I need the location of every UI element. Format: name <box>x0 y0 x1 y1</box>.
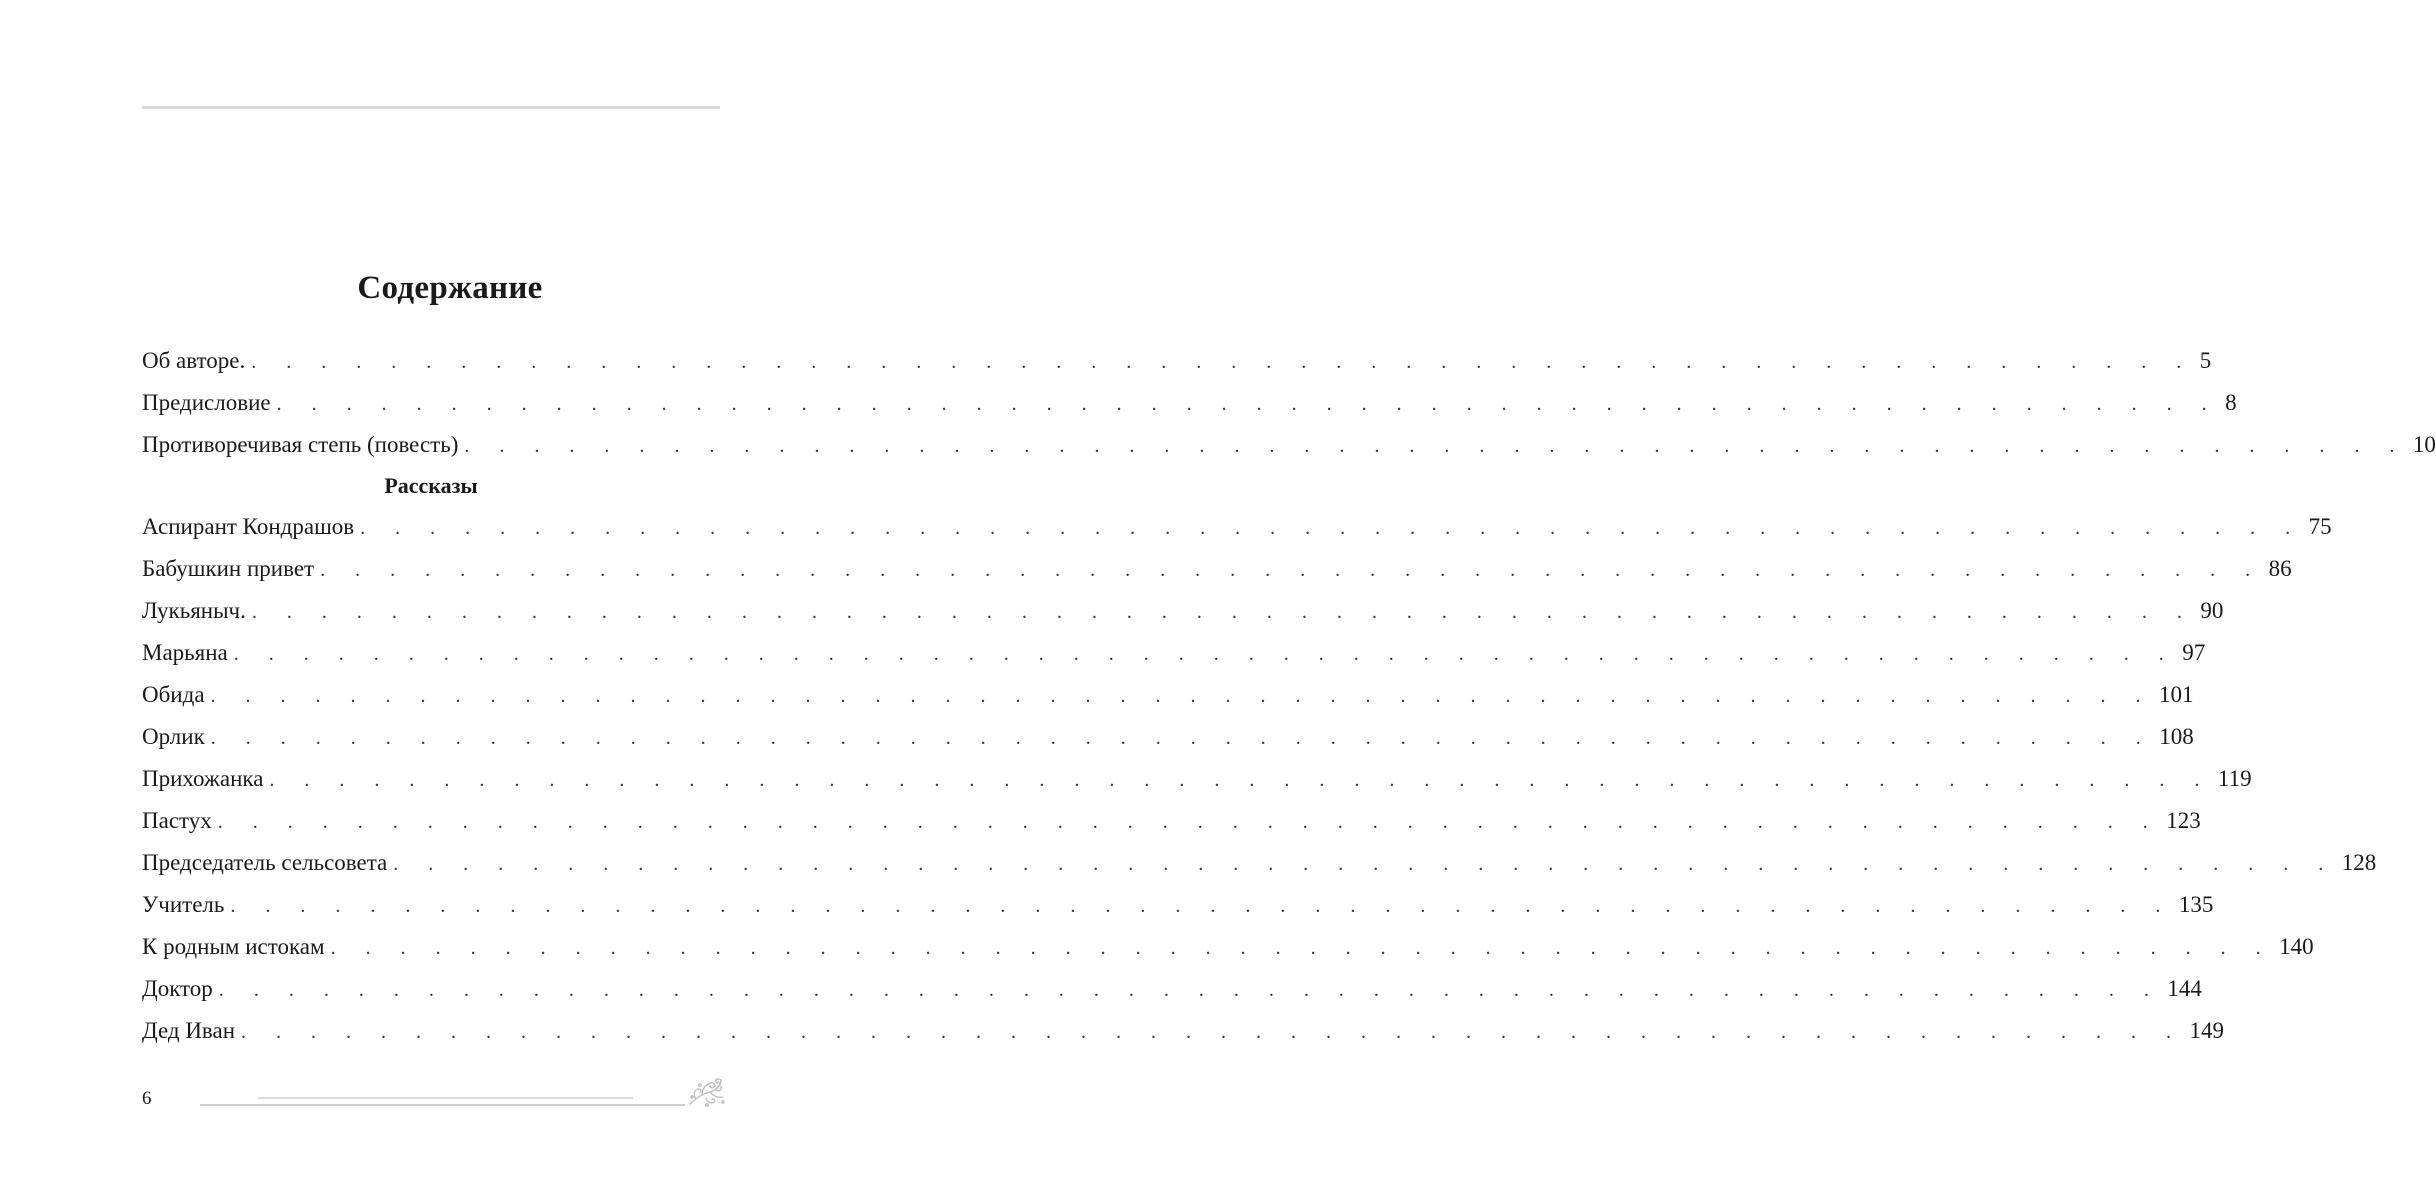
dot-leader: . . . . . . . . . . . . . . . . . . . . . . . . . . . . . . . . . . . . . . . . . . . . . . . . . . . . . . . . <box>210 685 2154 707</box>
toc-entry <box>142 716 2194 758</box>
toc-entry-title: Лукьяныч. <box>142 598 246 623</box>
page-number: 6 <box>142 1088 152 1109</box>
header-rule <box>142 106 720 109</box>
dot-leader: . . . . . . . . . . . . . . . . . . . . . . . . . . . . . . . . . . . . . . . . . . . . . . . . . . . . . . . . <box>269 769 2212 791</box>
dot-leader: . . . . . . . . . . . . . . . . . . . . . . . . . . . . . . . . . . . . . . . . . . . . . . . . . . . . . . . . <box>360 517 2303 539</box>
toc-entry-title: К родным истокам <box>142 934 325 959</box>
toc-entry-title: Предисловие <box>142 390 271 415</box>
toc-entry-title: Пастух <box>142 808 212 833</box>
footer-rule-inner <box>258 1097 633 1099</box>
toc-entry <box>142 758 2252 800</box>
dot-leader: . . . . . . . . . . . . . . . . . . . . . . . . . . . . . . . . . . . . . . . . . . . . . . . . . . . . . . . . <box>251 351 2194 373</box>
dot-leader: . . . . . . . . . . . . . . . . . . . . . . . . . . . . . . . . . . . . . . . . . . . . . . . . . . . . . . . . <box>276 393 2220 415</box>
toc-entry-page: 5 <box>2199 348 2212 373</box>
footer-rule <box>200 1104 685 1106</box>
dot-leader: . . . . . . . . . . . . . . . . . . . . . . . . . . . . . . . . . . . . . . . . . . . . . . . . . . . . . . . . <box>393 853 2336 875</box>
toc-entry-page: 135 <box>2178 892 2214 917</box>
toc-entry <box>142 340 2212 382</box>
toc-entry <box>142 506 2332 548</box>
dot-leader: . . . . . . . . . . . . . . . . . . . . . . . . . . . . . . . . . . . . . . . . . . . . . . . . . . . . . . . . <box>233 643 2177 665</box>
dot-leader: . . . . . . . . . . . . . . . . . . . . . . . . . . . . . . . . . . . . . . . . . . . . . . . . . . . . . . . . <box>230 895 2173 917</box>
toc-entry <box>142 424 2436 466</box>
toc-entry-page: 101 <box>2159 682 2194 707</box>
dot-leader: . . . . . . . . . . . . . . . . . . . . . . . . . . . . . . . . . . . . . . . . . . . . . . . . . . . . . . . . <box>464 435 2407 457</box>
toc-entry-title: Доктор <box>142 976 213 1001</box>
dot-leader: . . . . . . . . . . . . . . . . . . . . . . . . . . . . . . . . . . . . . . . . . . . . . . . . . . . . . . . . <box>241 1021 2184 1043</box>
dot-leader: . . . . . . . . . . . . . . . . . . . . . . . . . . . . . . . . . . . . . . . . . . . . . . . . . . . . . . . . <box>218 979 2162 1001</box>
toc-entry <box>142 926 2314 968</box>
toc-entry-page: 10 <box>2412 432 2436 457</box>
toc-entry <box>142 968 2202 1010</box>
toc-entry-title: Обида <box>142 682 205 707</box>
toc-entry-page: 123 <box>2166 808 2201 833</box>
toc-entry-page: 119 <box>2217 766 2252 791</box>
toc-entry-page: 149 <box>2189 1018 2225 1043</box>
toc-entry-page: 86 <box>2268 556 2292 581</box>
toc-entry <box>142 1010 2225 1052</box>
toc-entry-page: 75 <box>2308 514 2332 539</box>
toc-entry <box>142 590 2224 632</box>
toc-entry-page: 90 <box>2200 598 2224 623</box>
toc-entry-page: 140 <box>2279 934 2314 959</box>
toc-entry-title: Прихожанка <box>142 766 264 791</box>
section-heading: Рассказы <box>384 473 478 498</box>
toc-entry-page: 108 <box>2159 724 2194 749</box>
floral-ornament-icon <box>680 1068 726 1114</box>
dot-leader: . . . . . . . . . . . . . . . . . . . . . . . . . . . . . . . . . . . . . . . . . . . . . . . . . . . . . . . . <box>217 811 2161 833</box>
toc-entry <box>142 884 2214 926</box>
dot-leader: . . . . . . . . . . . . . . . . . . . . . . . . . . . . . . . . . . . . . . . . . . . . . . . . . . . . . . . . <box>251 601 2195 623</box>
toc-entry-title: Председатель сельсовета <box>142 850 388 875</box>
toc-entry-title: Аспирант Кондрашов <box>142 514 355 539</box>
toc-entry-page: 128 <box>2341 850 2377 875</box>
toc-entry-title: Об авторе. <box>142 348 246 373</box>
toc-entry-title: Бабушкин привет <box>142 556 315 581</box>
dot-leader: . . . . . . . . . . . . . . . . . . . . . . . . . . . . . . . . . . . . . . . . . . . . . . . . . . . . . . . . <box>330 937 2274 959</box>
toc-entry <box>142 382 2237 424</box>
toc-entry <box>142 674 2194 716</box>
dot-leader: . . . . . . . . . . . . . . . . . . . . . . . . . . . . . . . . . . . . . . . . . . . . . . . . . . . . . . . . <box>210 727 2154 749</box>
page-title: Содержание <box>357 270 543 306</box>
toc-entry-title: Орлик <box>142 724 205 749</box>
toc-entry-title: Учитель <box>142 892 225 917</box>
toc-entry-title: Марьяна <box>142 640 228 665</box>
table-of-contents <box>142 340 2436 1052</box>
toc-entry <box>142 842 2377 884</box>
toc-entry-page: 144 <box>2167 976 2202 1001</box>
dot-leader: . . . . . . . . . . . . . . . . . . . . . . . . . . . . . . . . . . . . . . . . . . . . . . . . . . . . . . . . <box>320 559 2263 581</box>
toc-entry-title: Дед Иван <box>142 1018 236 1043</box>
toc-entry <box>142 632 2206 674</box>
toc-entry <box>142 548 2292 590</box>
toc-entry-title: Противоречивая степь (повесть) <box>142 432 459 457</box>
toc-entry <box>142 800 2201 842</box>
toc-entry-page: 97 <box>2182 640 2206 665</box>
toc-entry-page: 8 <box>2225 390 2237 415</box>
